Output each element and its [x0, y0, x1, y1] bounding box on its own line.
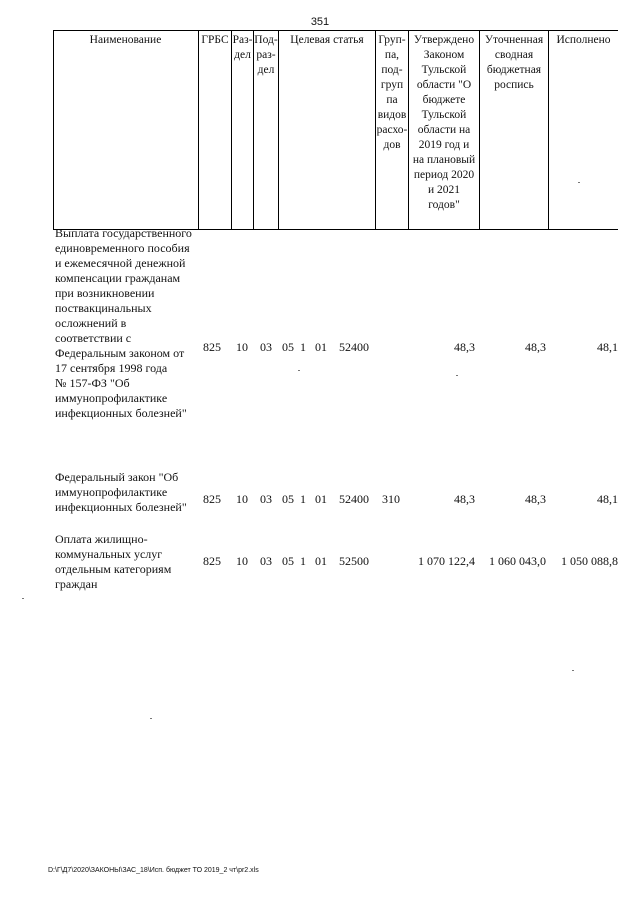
- scan-speck: [578, 182, 580, 183]
- col-executed: Исполнено: [556, 34, 611, 46]
- cell-target-3: 01: [315, 554, 327, 568]
- cell-target-1: 05: [282, 492, 294, 506]
- cell-approved: 48,3: [454, 492, 475, 506]
- cell-approved: 48,3: [454, 340, 475, 354]
- cell-executed: 48,1: [597, 492, 618, 506]
- cell-executed: 48,1: [597, 340, 618, 354]
- col-target: Целевая статья: [279, 31, 376, 229]
- col-grbs: ГРБС: [199, 31, 232, 229]
- cell-executed: 1 050 088,8: [561, 554, 618, 568]
- cell-grbs: 825: [203, 340, 221, 354]
- cell-refined: 48,3: [525, 340, 546, 354]
- cell-razdel: 10: [236, 554, 248, 568]
- cell-target-1: 05: [282, 340, 294, 354]
- col-approved: Утверждено Законом Тульской области "О бюджете Тульской области на 2019 год и на плановый период 2020 и 2021 годов": [409, 31, 480, 229]
- cell-target-1: 05: [282, 554, 294, 568]
- cell-grbs: 825: [203, 492, 221, 506]
- row-name: Федеральный закон "Об иммунопрофилактике инфекционных болезней": [55, 470, 187, 514]
- cell-podrazdel: 03: [260, 492, 272, 506]
- cell-target-3: 01: [315, 492, 327, 506]
- col-name: Наименование: [53, 31, 199, 229]
- cell-refined: 1 060 043,0: [489, 554, 546, 568]
- col-razdel: Раз- дел: [232, 31, 254, 229]
- col-group: Груп- па, под- груп па видов расхо- дов: [376, 31, 409, 229]
- cell-target-4: 52400: [339, 340, 369, 354]
- cell-group: 310: [382, 492, 400, 506]
- scan-speck: [22, 598, 24, 599]
- cell-target-2: 1: [300, 554, 306, 568]
- cell-target-2: 1: [300, 340, 306, 354]
- file-path-footer: D:\Г\Д7\2020\ЗАКОНЫ\ЗАС_18\Исп. бюджет ТО 2019_2 чт\pr2.xls: [48, 867, 259, 874]
- scan-speck: [298, 370, 300, 371]
- cell-razdel: 10: [236, 340, 248, 354]
- col-refined: Уточненная сводная бюджетная роспись: [480, 31, 549, 229]
- cell-podrazdel: 03: [260, 554, 272, 568]
- cell-target-4: 52400: [339, 492, 369, 506]
- row-name: Выплата государственного единовременного пособия и ежемесячной денежной компенсации гражданам при возникновении поствакцинальных осложнений в соответствии с Федеральным законом от 17 сентября 1998 года № 157-ФЗ "Об иммунопрофилактике инфекционных болезней": [55, 226, 192, 420]
- col-podrazdel: Под- раз- дел: [254, 31, 279, 229]
- scan-speck: [150, 718, 152, 719]
- cell-target-4: 52500: [339, 554, 369, 568]
- cell-razdel: 10: [236, 492, 248, 506]
- scan-speck: [572, 670, 574, 671]
- cell-podrazdel: 03: [260, 340, 272, 354]
- row-name: Оплата жилищно- коммунальных услуг отдельным категориям граждан: [55, 532, 172, 591]
- cell-target-2: 1: [300, 492, 306, 506]
- page-number: 351: [310, 16, 330, 28]
- cell-grbs: 825: [203, 554, 221, 568]
- scan-speck: [456, 375, 458, 376]
- cell-approved: 1 070 122,4: [418, 554, 475, 568]
- cell-refined: 48,3: [525, 492, 546, 506]
- table-header: [53, 30, 618, 230]
- cell-target-3: 01: [315, 340, 327, 354]
